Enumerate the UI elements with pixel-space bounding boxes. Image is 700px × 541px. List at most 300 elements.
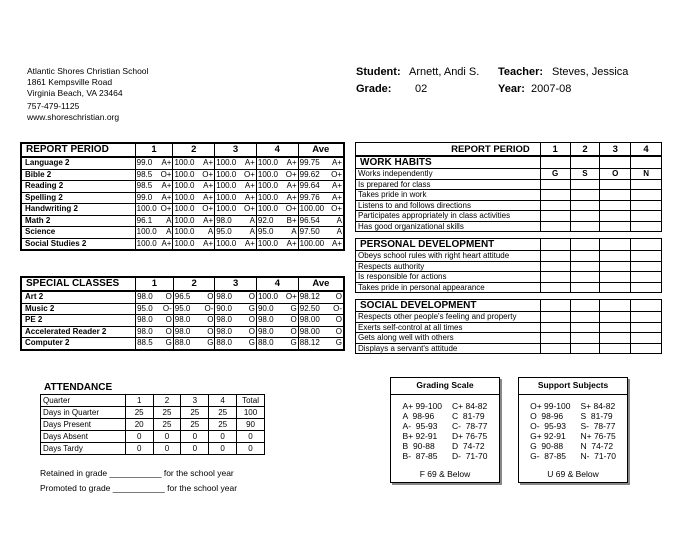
conduct-mark (570, 333, 600, 344)
scale-entry: A 98-96 (402, 411, 435, 421)
score-value: 98.5 (135, 169, 159, 181)
score-value: 88.5 (136, 338, 160, 350)
scale-entry: G 90-88 (530, 441, 564, 451)
table-row (356, 200, 662, 211)
score-value: 95.0 (256, 227, 284, 239)
conduct-mark (540, 251, 570, 262)
letter-grade: O (284, 315, 298, 327)
school-phone: 757-479-1125 (27, 101, 80, 111)
letter-grade: A+ (159, 157, 173, 169)
conduct-mark (570, 343, 600, 354)
conduct-mark (600, 179, 631, 190)
blank-cell (570, 239, 600, 251)
blank-cell (631, 239, 662, 251)
conduct-item: Works independently (356, 169, 541, 180)
conduct-item: Is responsible for actions (356, 272, 541, 283)
score-value: 100.0 (173, 157, 201, 169)
table-row (356, 322, 662, 333)
letter-grade: A+ (284, 238, 298, 250)
score-value: 99.75 (298, 157, 330, 169)
attendance-label: Days Present (41, 419, 126, 431)
blank-cell (600, 156, 631, 169)
conduct-mark (540, 322, 570, 333)
score-value: 98.5 (135, 181, 159, 193)
attendance-label: Days Tardy (41, 443, 126, 455)
period-header: 4 (256, 143, 298, 157)
score-value: 100.00 (298, 238, 330, 250)
score-value: 98.00 (298, 315, 330, 327)
conduct-mark (631, 272, 662, 283)
period-header: 4 (256, 277, 298, 291)
table-row (356, 179, 662, 190)
school-info (27, 66, 148, 123)
score-value: 99.0 (135, 192, 159, 204)
table-row (21, 181, 344, 193)
report-period-table (20, 142, 345, 251)
letter-grade: O (159, 291, 173, 303)
letter-grade: A (201, 227, 215, 239)
table-row (356, 211, 662, 222)
score-value: 100.0 (173, 192, 201, 204)
score-value: 98.00 (298, 326, 330, 338)
letter-grade: A+ (284, 192, 298, 204)
conduct-mark (631, 211, 662, 222)
conduct-mark (570, 282, 600, 293)
conduct-mark (540, 211, 570, 222)
conduct-mark (540, 282, 570, 293)
table-row (21, 169, 344, 181)
conduct-mark (540, 200, 570, 211)
table-row (41, 431, 265, 443)
scale-entry: B- 87-85 (402, 451, 438, 461)
scale-entry: A+ 99-100 (402, 401, 443, 411)
period-header: 4 (631, 143, 662, 157)
conduct-mark (600, 221, 631, 232)
section-title-row (356, 156, 662, 169)
period-header: 2 (173, 143, 215, 157)
period-header: Ave (298, 143, 344, 157)
conduct-mark (600, 312, 631, 323)
score-value: 98.0 (215, 326, 243, 338)
grading-scale-col1 (403, 401, 442, 461)
period-header: 1 (136, 277, 174, 291)
table-row (21, 315, 344, 327)
attendance-value: Total (237, 395, 265, 407)
attendance-value: 25 (125, 407, 153, 419)
score-value: 88.12 (298, 338, 330, 350)
conduct-mark (570, 322, 600, 333)
conduct-mark (631, 322, 662, 333)
letter-grade: O+ (285, 169, 297, 179)
table-row (41, 407, 265, 419)
subject-name: Math 2 (21, 215, 135, 227)
attendance-label: Quarter (41, 395, 126, 407)
table-row (356, 312, 662, 323)
letter-grade: O (330, 326, 344, 338)
section-title-row (356, 300, 662, 312)
table-row (356, 169, 662, 180)
subject-name: Music 2 (21, 303, 136, 315)
scale-entry: N+ 76-75 (580, 431, 616, 441)
attendance-value: 20 (125, 419, 153, 431)
score-value: 90.0 (215, 303, 243, 315)
letter-grade: A (242, 215, 256, 227)
conduct-mark (570, 200, 600, 211)
attendance-value: 0 (209, 431, 237, 443)
attendance-value: 25 (209, 419, 237, 431)
conduct-mark (540, 261, 570, 272)
attendance-value: 0 (209, 443, 237, 455)
support-subjects-col2 (580, 401, 615, 461)
score-value: 96.54 (298, 215, 330, 227)
conduct-table (355, 299, 662, 354)
attendance-value: 0 (153, 431, 181, 443)
score-value: 100.0 (215, 181, 243, 193)
score-value: 98.0 (136, 291, 160, 303)
conduct-mark: G (540, 169, 570, 180)
score-value: 100.0 (256, 291, 284, 303)
period-header: 3 (600, 143, 631, 157)
score-value: 100.0 (135, 238, 159, 250)
score-value: 95.0 (136, 303, 160, 315)
conduct-mark (631, 179, 662, 190)
letter-grade: A+ (330, 238, 344, 250)
table-row (21, 238, 344, 250)
period-header: 3 (215, 143, 257, 157)
score-value: 98.0 (256, 315, 284, 327)
letter-grade: O+ (202, 169, 214, 179)
conduct-mark (570, 190, 600, 201)
scale-entry: S+ 84-82 (580, 401, 616, 411)
score-value: 88.0 (215, 338, 243, 350)
school-name: Atlantic Shores Christian School (27, 66, 149, 76)
letter-grade: O+ (331, 169, 342, 179)
table-title: REPORT PERIOD (21, 143, 135, 157)
blank-cell (600, 239, 631, 251)
score-value: 100.0 (215, 204, 243, 216)
section-title-row (356, 239, 662, 251)
blank-cell (540, 300, 570, 312)
scale-entry: G- 87-85 (530, 451, 566, 461)
conduct-mark (540, 190, 570, 201)
attendance-value: 25 (153, 419, 181, 431)
attendance-value: 0 (153, 443, 181, 455)
score-value: 98.0 (136, 326, 160, 338)
score-value: 88.0 (256, 338, 284, 350)
letter-grade: A+ (242, 238, 256, 250)
table-row (21, 227, 344, 239)
score-value: 99.0 (135, 157, 159, 169)
attendance-value: 3 (181, 395, 209, 407)
conduct-mark (570, 251, 600, 262)
letter-grade: O+ (160, 169, 172, 179)
score-value: 99.76 (298, 192, 330, 204)
scale-entry: O 98-96 (530, 411, 564, 421)
subject-name: Art 2 (21, 291, 136, 303)
table-row (41, 395, 265, 407)
table-row (41, 443, 265, 455)
blank-cell (631, 156, 662, 169)
scale-entry: A- 95-93 (402, 421, 438, 431)
table-row (356, 190, 662, 201)
section-title: PERSONAL DEVELOPMENT (356, 239, 541, 251)
scale-entry: B+ 92-91 (402, 431, 438, 441)
table-title: REPORT PERIOD (356, 143, 541, 157)
letter-grade: O+ (285, 292, 297, 302)
letter-grade: O (330, 315, 344, 327)
score-value: 96.1 (135, 215, 159, 227)
letter-grade: B+ (284, 215, 298, 227)
scale-entry: D- 71-70 (452, 451, 488, 461)
score-value: 100.0 (173, 204, 201, 216)
conduct-mark (600, 282, 631, 293)
letter-grade: A (159, 215, 173, 227)
attendance-value: 90 (237, 419, 265, 431)
scale-entry: G+ 92-91 (530, 431, 566, 441)
score-value: 100.00 (298, 204, 330, 216)
period-header: Ave (298, 277, 344, 291)
scale-entry: B 90-88 (402, 441, 435, 451)
conduct-item: Takes pride in work (356, 190, 541, 201)
letter-grade: O- (159, 303, 173, 315)
conduct-item: Has good organizational skills (356, 221, 541, 232)
attendance-value: 1 (125, 395, 153, 407)
conduct-mark (600, 343, 631, 354)
score-value: 95.0 (173, 303, 201, 315)
letter-grade: O- (330, 303, 344, 315)
table-row (21, 326, 344, 338)
attendance-label: Days in Quarter (41, 407, 126, 419)
grade-value: 02 (415, 83, 428, 95)
conduct-mark (631, 251, 662, 262)
blank-cell (540, 156, 570, 169)
subject-name: Computer 2 (21, 338, 136, 350)
conduct-mark (631, 282, 662, 293)
grading-scale-box (390, 377, 500, 483)
blank-cell (540, 239, 570, 251)
score-value: 92.50 (298, 303, 330, 315)
conduct-mark (540, 312, 570, 323)
table-title: SPECIAL CLASSES (21, 277, 136, 291)
subject-name: Reading 2 (21, 181, 135, 193)
score-value: 100.0 (215, 157, 243, 169)
header-row (21, 143, 344, 157)
conduct-item: Respects authority (356, 261, 541, 272)
attendance-value: 25 (153, 407, 181, 419)
letter-grade: O+ (244, 169, 255, 179)
letter-grade: A+ (330, 181, 344, 193)
grade-label: Grade: (356, 83, 392, 95)
letter-grade: A (159, 227, 173, 239)
table-row (21, 157, 344, 169)
subject-name: PE 2 (21, 315, 136, 327)
school-website: www.shoreschristian.org (27, 112, 120, 122)
attendance-value: 0 (237, 443, 265, 455)
subject-name: Science (21, 227, 135, 239)
score-value: 100.0 (135, 204, 159, 216)
letter-grade: A+ (201, 192, 215, 204)
score-value: 98.12 (298, 291, 330, 303)
letter-grade: G (330, 338, 344, 350)
score-value: 99.62 (298, 169, 330, 181)
letter-grade: A+ (330, 157, 344, 169)
score-value: 90.0 (256, 303, 284, 315)
letter-grade: A+ (330, 192, 344, 204)
conduct-mark (631, 221, 662, 232)
letter-grade: O+ (331, 204, 342, 214)
letter-grade: O (201, 326, 215, 338)
letter-grade: A+ (201, 238, 215, 250)
scale-entry: D+ 76-75 (452, 431, 488, 441)
score-value: 95.0 (215, 227, 243, 239)
scale-entry: O+ 99-100 (530, 401, 571, 411)
score-value: 99.64 (298, 181, 330, 193)
conduct-mark (570, 221, 600, 232)
conduct-mark (631, 343, 662, 354)
table-row (21, 215, 344, 227)
conduct-mark (600, 200, 631, 211)
score-value: 88.0 (173, 338, 201, 350)
score-value: 98.0 (173, 326, 201, 338)
score-value: 100.0 (173, 169, 201, 181)
table-row (21, 291, 344, 303)
letter-grade: O (243, 315, 257, 327)
letter-grade: A (330, 215, 344, 227)
attendance-value: 25 (181, 407, 209, 419)
conduct-mark (540, 333, 570, 344)
conduct-mark (570, 179, 600, 190)
section-title: SOCIAL DEVELOPMENT (356, 300, 541, 312)
conduct-mark (631, 312, 662, 323)
score-value: 100.0 (256, 204, 284, 216)
scale-entry: N 74-72 (580, 441, 614, 451)
conduct-item: Obeys school rules with right heart attitude (356, 251, 541, 262)
conduct-mark (600, 322, 631, 333)
score-value: 96.5 (173, 291, 201, 303)
letter-grade: G (284, 338, 298, 350)
table-row (356, 251, 662, 262)
attendance-value: 25 (181, 419, 209, 431)
section-title: WORK HABITS (356, 156, 541, 169)
score-value: 100.0 (215, 192, 243, 204)
scale-entry: C 81-79 (452, 411, 485, 421)
attendance-label: Days Absent (41, 431, 126, 443)
conduct-mark (631, 333, 662, 344)
score-value: 100.0 (215, 238, 243, 250)
conduct-mark: S (570, 169, 600, 180)
letter-grade: O (159, 326, 173, 338)
letter-grade: A+ (242, 181, 256, 193)
subject-name: Language 2 (21, 157, 135, 169)
conduct-mark (600, 333, 631, 344)
letter-grade: A (284, 227, 298, 239)
conduct-mark (600, 261, 631, 272)
teacher-label: Teacher: (498, 66, 544, 78)
period-header: 3 (215, 277, 257, 291)
letter-grade: A+ (284, 181, 298, 193)
conduct-item: Displays a servant's attitude (356, 343, 541, 354)
grading-scale-col2 (452, 401, 487, 461)
letter-grade: O (284, 326, 298, 338)
score-value: 100.0 (173, 227, 201, 239)
letter-grade: O (243, 326, 257, 338)
support-subjects-title: Support Subjects (519, 378, 627, 395)
letter-grade: O (159, 315, 173, 327)
score-value: 100.0 (256, 169, 284, 181)
letter-grade: A+ (242, 192, 256, 204)
scale-entry: D 74-72 (452, 441, 485, 451)
subject-name: Bible 2 (21, 169, 135, 181)
conduct-mark (600, 251, 631, 262)
scale-entry: S- 78-77 (580, 421, 616, 431)
table-row (21, 192, 344, 204)
conduct-mark (600, 272, 631, 283)
letter-grade: G (243, 303, 257, 315)
conduct-mark (540, 272, 570, 283)
score-value: 98.0 (173, 315, 201, 327)
score-value: 98.0 (256, 326, 284, 338)
attendance-title: ATTENDANCE (44, 382, 113, 393)
scale-entry: S 81-79 (580, 411, 613, 421)
score-value: 100.0 (173, 181, 201, 193)
score-value: 100.0 (256, 181, 284, 193)
student-name: Arnett, Andi S. (409, 66, 480, 78)
score-value: 100.0 (256, 238, 284, 250)
letter-grade: A+ (201, 157, 215, 169)
subject-name: Social Studies 2 (21, 238, 135, 250)
score-value: 100.0 (173, 215, 201, 227)
attendance-value: 100 (237, 407, 265, 419)
period-header: 1 (540, 143, 570, 157)
score-value: 98.0 (215, 215, 243, 227)
blank-cell (631, 300, 662, 312)
school-address-line1: 1861 Kempsville Road (27, 77, 113, 87)
teacher-name: Steves, Jessica (552, 66, 629, 78)
year-value: 2007-08 (531, 83, 572, 95)
letter-grade: O (330, 291, 344, 303)
school-address-line2: Virginia Beach, VA 23464 (27, 88, 123, 98)
support-subjects-col1 (530, 401, 570, 461)
letter-grade: O (243, 291, 257, 303)
conduct-mark (631, 190, 662, 201)
period-header: 2 (570, 143, 600, 157)
blank-cell (600, 300, 631, 312)
letter-grade: A+ (201, 181, 215, 193)
student-label: Student: (356, 66, 401, 78)
letter-grade: A+ (242, 157, 256, 169)
letter-grade: G (243, 338, 257, 350)
scale-entry: C+ 84-82 (452, 401, 488, 411)
conduct-mark (570, 261, 600, 272)
attendance-value: 0 (125, 443, 153, 455)
conduct-mark (540, 343, 570, 354)
attendance-value: 0 (181, 443, 209, 455)
table-row (356, 261, 662, 272)
subject-name: Accelerated Reader 2 (21, 326, 136, 338)
score-value: 100.0 (256, 192, 284, 204)
conduct-mark (540, 221, 570, 232)
attendance-value: 0 (181, 431, 209, 443)
attendance-table (40, 394, 265, 455)
support-subjects-box (518, 377, 628, 483)
conduct-mark (570, 211, 600, 222)
letter-grade: O (201, 315, 215, 327)
conduct-item: Respects other people's feeling and property (356, 312, 541, 323)
letter-grade: A (330, 227, 344, 239)
table-row (356, 282, 662, 293)
score-value: 98.0 (136, 315, 160, 327)
subject-name: Handwriting 2 (21, 204, 135, 216)
